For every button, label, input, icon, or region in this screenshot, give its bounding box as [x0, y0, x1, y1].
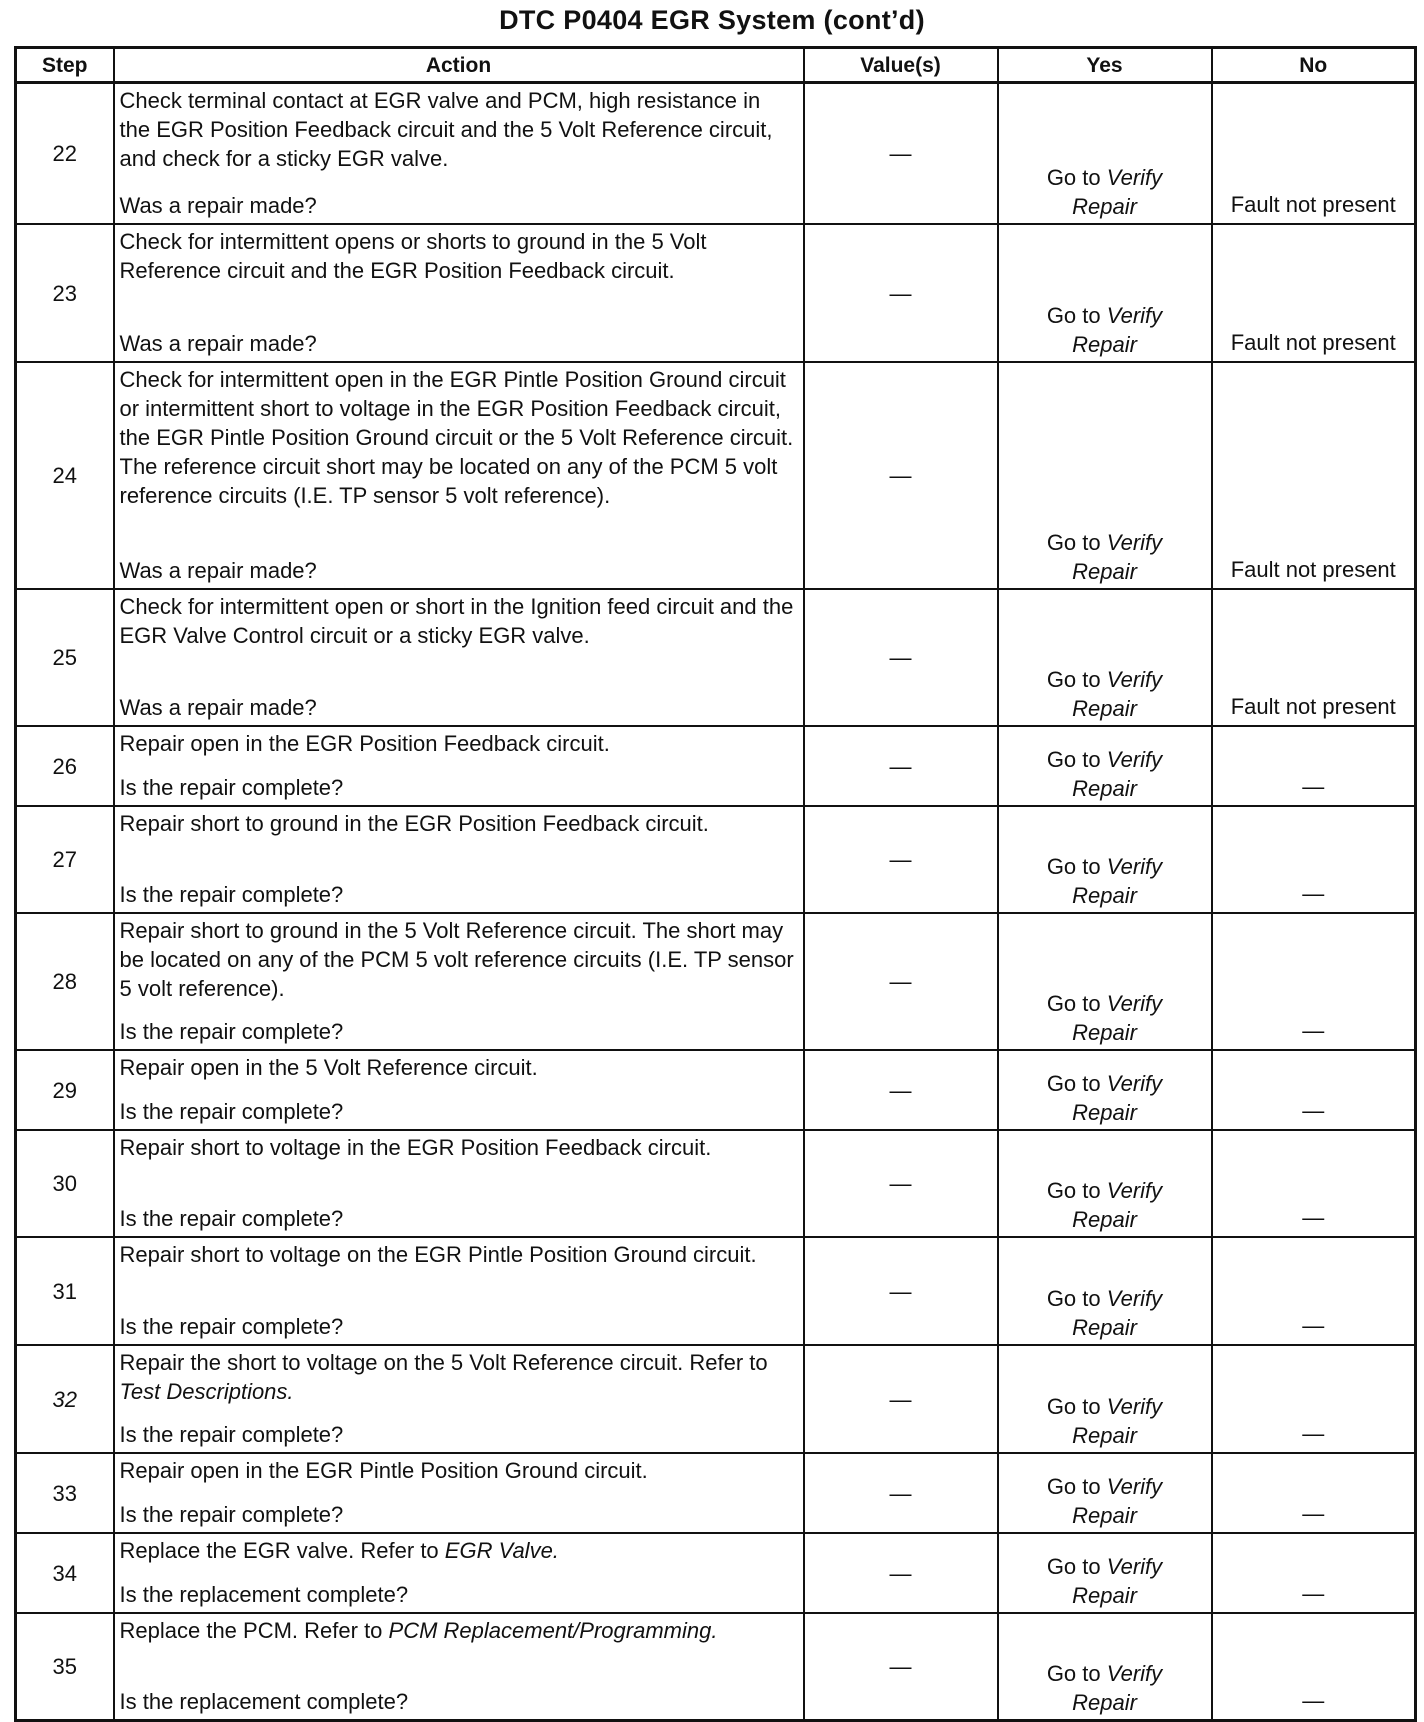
verify-link: Verify [1106, 667, 1163, 692]
action-cell [114, 362, 804, 589]
action-cell [114, 1050, 804, 1130]
value-cell: — [804, 1453, 998, 1533]
repair-link: Repair [1072, 1207, 1137, 1232]
step-number: 29 [16, 1050, 114, 1130]
value-cell: — [804, 726, 998, 806]
action-text-block [120, 1053, 797, 1082]
table-body [16, 83, 1416, 1721]
action-question: Is the replacement complete? [119, 1582, 409, 1607]
no-cell: — [1212, 913, 1416, 1050]
step-number: 24 [16, 362, 114, 589]
verify-link: Verify [1106, 1178, 1163, 1203]
diagnostic-table [14, 46, 1417, 1722]
action-text: Check for intermittent open or short in the Ignition feed circuit and the EGR Valve Control circuit or a sticky EGR valve. [119, 594, 794, 648]
value-cell: — [804, 589, 998, 726]
go-to-label: Go to [1046, 667, 1101, 692]
repair-link: Repair [1072, 1100, 1137, 1125]
action-text: Check for intermittent opens or shorts to ground in the 5 Volt Reference circuit and the EGR Position Feedback circuit. [119, 229, 707, 283]
go-to-label: Go to [1046, 530, 1101, 555]
action-question: Is the repair complete? [119, 1019, 344, 1044]
action-cell [114, 806, 804, 913]
action-cell [114, 589, 804, 726]
action-text: Check for intermittent open in the EGR Pintle Position Ground circuit or intermittent short to voltage in the EGR Position Feedback circuit, the EGR Pintle Position Ground circuit or the 5 Volt Reference circuit. The reference circuit short may be located on any of the PCM 5 volt reference circuits (I.E. TP sensor 5 volt reference). [119, 367, 794, 508]
action-text: Repair the short to voltage on the 5 Volt Reference circuit. [119, 1350, 684, 1375]
yes-cell [998, 362, 1212, 589]
verify-link: Verify [1106, 1474, 1163, 1499]
yes-cell [998, 1345, 1212, 1453]
repair-link: Repair [1072, 1315, 1137, 1340]
action-question: Is the repair complete? [119, 1314, 344, 1339]
verify-link: Verify [1106, 530, 1163, 555]
action-question: Is the repair complete? [119, 775, 344, 800]
no-cell: — [1212, 1613, 1416, 1721]
table-row [16, 589, 1416, 726]
repair-link: Repair [1072, 332, 1137, 357]
go-to-label: Go to [1046, 1178, 1101, 1203]
verify-link: Verify [1106, 1554, 1163, 1579]
action-cell [114, 913, 804, 1050]
step-number: 22 [16, 83, 114, 225]
header-step: Step [16, 48, 114, 83]
action-question: Is the repair complete? [119, 882, 344, 907]
no-cell: — [1212, 806, 1416, 913]
go-to-label: Go to [1046, 991, 1101, 1016]
yes-cell [998, 1050, 1212, 1130]
action-text-block [120, 1456, 797, 1485]
action-text: Replace the EGR valve. [119, 1538, 355, 1563]
yes-cell [998, 806, 1212, 913]
action-cell [114, 1453, 804, 1533]
action-cell [114, 83, 804, 225]
action-cell [114, 1130, 804, 1237]
step-number: 32 [16, 1345, 114, 1453]
action-cell [114, 1613, 804, 1721]
header-action: Action [114, 48, 804, 83]
verify-link: Verify [1106, 303, 1163, 328]
action-text: Repair open in the EGR Pintle Position Ground circuit. [119, 1458, 648, 1483]
action-text: Replace the PCM. [119, 1618, 299, 1643]
action-question: Is the repair complete? [119, 1422, 344, 1447]
action-text-block [120, 809, 797, 838]
go-to-label: Go to [1046, 303, 1101, 328]
step-number: 27 [16, 806, 114, 913]
verify-link: Verify [1106, 1286, 1163, 1311]
yes-cell [998, 589, 1212, 726]
go-to-label: Go to [1046, 1286, 1101, 1311]
step-number: 23 [16, 224, 114, 362]
go-to-label: Go to [1046, 1071, 1101, 1096]
action-text-block [120, 1133, 797, 1162]
yes-cell [998, 1613, 1212, 1721]
action-text: Repair open in the 5 Volt Reference circuit. [119, 1055, 538, 1080]
action-text-block [120, 86, 797, 173]
action-text: Repair short to voltage on the EGR Pintle Position Ground circuit. [119, 1242, 757, 1267]
no-cell: — [1212, 1453, 1416, 1533]
action-text: Repair open in the EGR Position Feedback circuit. [119, 731, 610, 756]
step-number: 35 [16, 1613, 114, 1721]
value-cell: — [804, 913, 998, 1050]
action-question: Is the repair complete? [119, 1206, 344, 1231]
yes-cell [998, 1130, 1212, 1237]
refer-target: Test Descriptions. [119, 1379, 294, 1404]
step-number: 34 [16, 1533, 114, 1613]
no-cell: — [1212, 1533, 1416, 1613]
yes-cell [998, 1453, 1212, 1533]
verify-link: Verify [1106, 747, 1163, 772]
repair-link: Repair [1072, 883, 1137, 908]
no-cell: — [1212, 1345, 1416, 1453]
action-question: Is the repair complete? [119, 1099, 344, 1124]
table-header-row [16, 48, 1416, 83]
table-row [16, 726, 1416, 806]
table-row [16, 1345, 1416, 1453]
action-text-block [120, 592, 797, 650]
value-cell: — [804, 1345, 998, 1453]
repair-link: Repair [1072, 194, 1137, 219]
value-cell: — [804, 1050, 998, 1130]
yes-cell [998, 1237, 1212, 1345]
yes-cell [998, 83, 1212, 225]
action-question: Is the repair complete? [119, 1502, 344, 1527]
no-cell: — [1212, 1050, 1416, 1130]
repair-link: Repair [1072, 776, 1137, 801]
table-row [16, 1453, 1416, 1533]
table-row [16, 1533, 1416, 1613]
header-values: Value(s) [804, 48, 998, 83]
action-text: Check terminal contact at EGR valve and PCM, high resistance in the EGR Position Feedback circuit and the 5 Volt Reference circuit, and check for a sticky EGR valve. [119, 88, 773, 171]
action-text-block [120, 729, 797, 758]
action-text-block [120, 1616, 797, 1645]
go-to-label: Go to [1046, 1661, 1101, 1686]
action-cell [114, 224, 804, 362]
table-row [16, 362, 1416, 589]
go-to-label: Go to [1046, 1554, 1101, 1579]
action-question: Was a repair made? [119, 558, 317, 583]
step-number: 33 [16, 1453, 114, 1533]
yes-cell [998, 224, 1212, 362]
go-to-label: Go to [1046, 165, 1101, 190]
action-cell [114, 1533, 804, 1613]
step-number: 25 [16, 589, 114, 726]
header-no: No [1212, 48, 1416, 83]
action-text: Repair short to ground in the 5 Volt Reference circuit. The short may be located on any of the PCM 5 volt reference circuits (I.E. TP sensor 5 volt reference). [119, 918, 794, 1001]
table-row [16, 1613, 1416, 1721]
refer-prefix: Refer to [360, 1538, 439, 1563]
verify-link: Verify [1106, 165, 1163, 190]
repair-link: Repair [1072, 1423, 1137, 1448]
repair-link: Repair [1072, 1020, 1137, 1045]
value-cell: — [804, 806, 998, 913]
go-to-label: Go to [1046, 1474, 1101, 1499]
no-cell: — [1212, 1130, 1416, 1237]
value-cell: — [804, 362, 998, 589]
action-question: Is the replacement complete? [119, 1689, 409, 1714]
no-cell: Fault not present [1212, 589, 1416, 726]
no-cell: Fault not present [1212, 83, 1416, 225]
action-question: Was a repair made? [119, 193, 317, 218]
step-number: 31 [16, 1237, 114, 1345]
value-cell: — [804, 1237, 998, 1345]
action-text: Repair short to ground in the EGR Position Feedback circuit. [119, 811, 709, 836]
action-cell [114, 1237, 804, 1345]
yes-cell [998, 726, 1212, 806]
action-text-block [120, 1240, 797, 1269]
page-title: DTC P0404 EGR System (cont’d) [499, 5, 925, 35]
action-cell [114, 726, 804, 806]
action-text-block [120, 1348, 797, 1406]
table-row [16, 913, 1416, 1050]
repair-link: Repair [1072, 559, 1137, 584]
repair-link: Repair [1072, 1503, 1137, 1528]
table-row [16, 83, 1416, 225]
action-cell [114, 1345, 804, 1453]
value-cell: — [804, 224, 998, 362]
table-row [16, 1237, 1416, 1345]
no-cell: — [1212, 726, 1416, 806]
verify-link: Verify [1106, 854, 1163, 879]
table-row [16, 224, 1416, 362]
no-cell: Fault not present [1212, 224, 1416, 362]
action-text-block [120, 365, 797, 510]
action-question: Was a repair made? [119, 331, 317, 356]
step-number: 30 [16, 1130, 114, 1237]
action-text: Repair short to voltage in the EGR Position Feedback circuit. [119, 1135, 712, 1160]
go-to-label: Go to [1046, 854, 1101, 879]
yes-cell [998, 1533, 1212, 1613]
action-text-block [120, 227, 797, 285]
refer-prefix: Refer to [304, 1618, 383, 1643]
table-row [16, 1130, 1416, 1237]
table-row [16, 806, 1416, 913]
action-text-block [120, 1536, 797, 1565]
value-cell: — [804, 1613, 998, 1721]
verify-link: Verify [1106, 991, 1163, 1016]
repair-link: Repair [1072, 1583, 1137, 1608]
value-cell: — [804, 83, 998, 225]
no-cell: — [1212, 1237, 1416, 1345]
value-cell: — [804, 1130, 998, 1237]
refer-target: PCM Replacement/Programming. [388, 1618, 718, 1643]
value-cell: — [804, 1533, 998, 1613]
header-yes: Yes [998, 48, 1212, 83]
refer-prefix: Refer to [689, 1350, 768, 1375]
verify-link: Verify [1106, 1394, 1163, 1419]
no-cell: Fault not present [1212, 362, 1416, 589]
repair-link: Repair [1072, 696, 1137, 721]
repair-link: Repair [1072, 1690, 1137, 1715]
verify-link: Verify [1106, 1661, 1163, 1686]
go-to-label: Go to [1046, 1394, 1101, 1419]
step-number: 28 [16, 913, 114, 1050]
verify-link: Verify [1106, 1071, 1163, 1096]
refer-target: EGR Valve. [444, 1538, 559, 1563]
table-row [16, 1050, 1416, 1130]
yes-cell [998, 913, 1212, 1050]
step-number: 26 [16, 726, 114, 806]
go-to-label: Go to [1046, 747, 1101, 772]
action-text-block [120, 916, 797, 1003]
action-question: Was a repair made? [119, 695, 317, 720]
